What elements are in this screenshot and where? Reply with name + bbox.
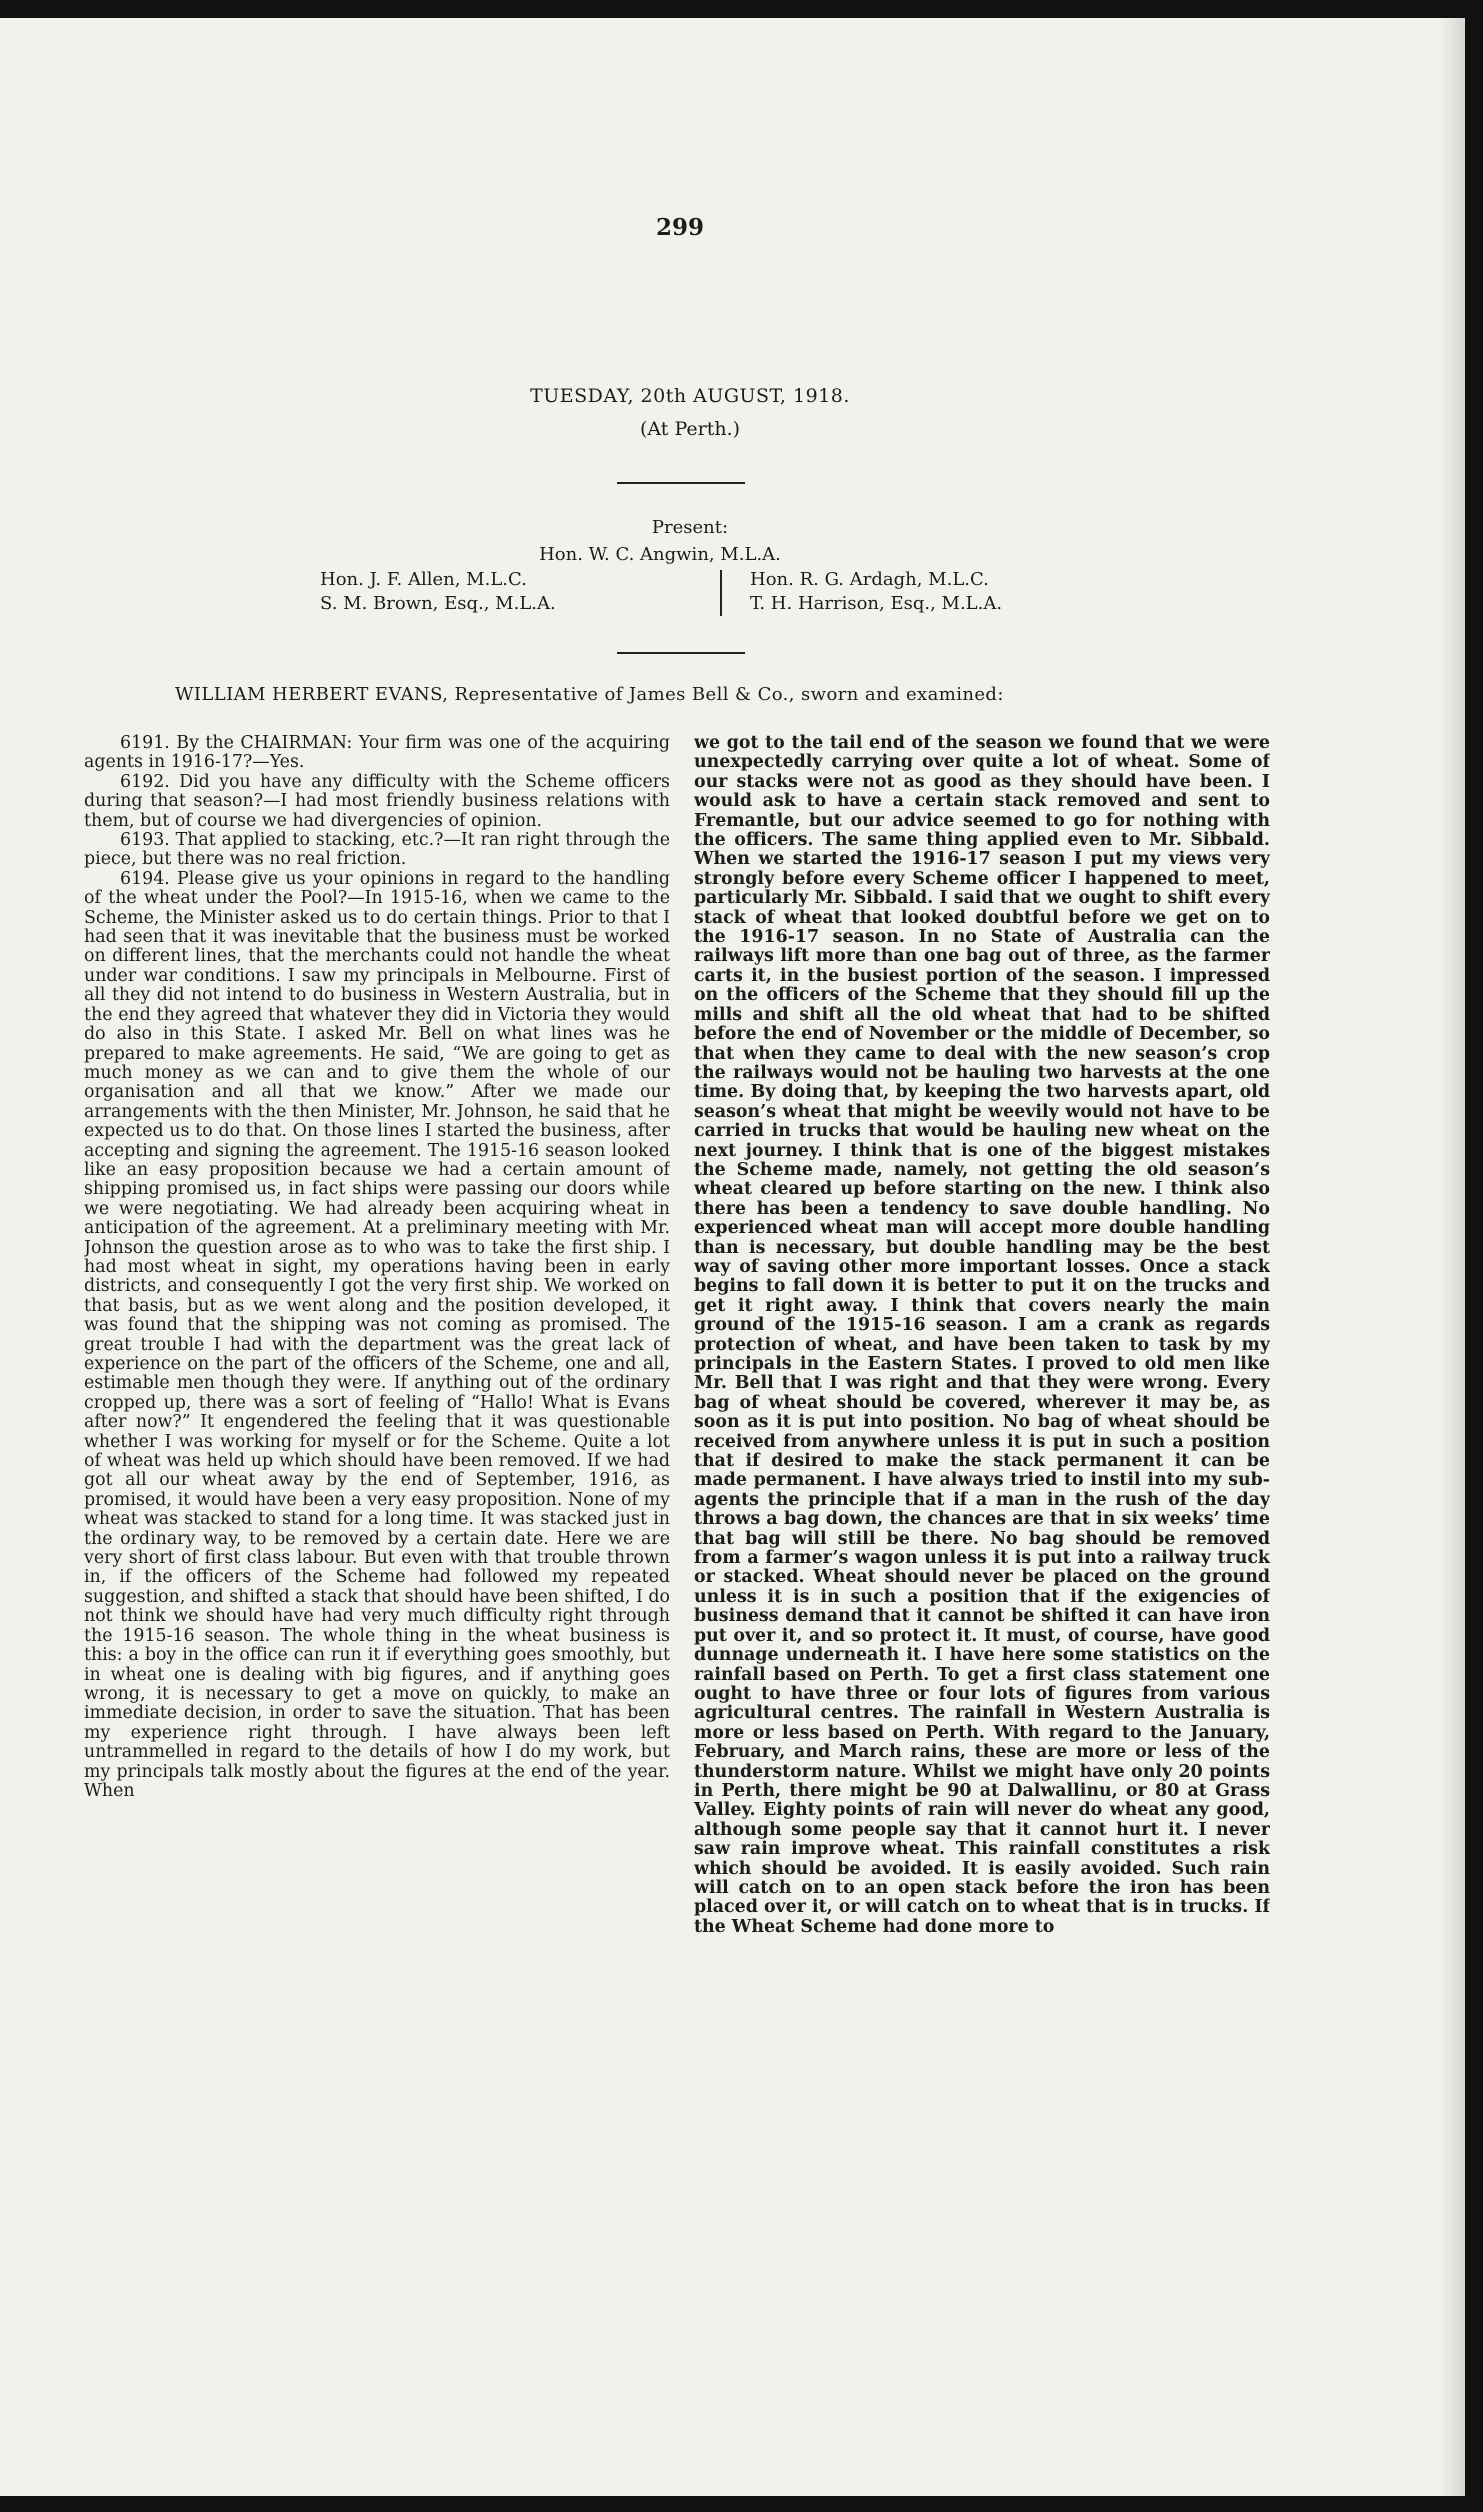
member-left-1: Hon. J. F. Allen, M.L.C. [320,569,527,590]
sitting-location: (At Perth.) [639,418,741,440]
witness-heading: WILLIAM HERBERT EVANS, Representative of James Bell & Co., sworn and examined: [175,684,1004,705]
paragraph: 6193. That applied to stacking, etc.?—It ran right through the piece, but there was no real friction. [84,830,670,870]
paragraph: 6192. Did you have any difficulty with the Scheme officers during that season?—I had most friendly business relations with them, but of course we had divergencies of opinion. [84,771,670,831]
member-left-2: S. M. Brown, Esq., M.L.A. [320,593,556,614]
left-column [84,734,670,2314]
scan-border-top [0,0,1483,18]
sitting-date: TUESDAY, 20th AUGUST, 1918. [530,385,850,407]
page-fold-shadow [1440,18,1465,2496]
present-label: Present: [651,517,729,538]
divider-rule [617,652,745,654]
page-number: 299 [655,214,704,241]
scan-border-bottom [0,2496,1483,2512]
member-right-1: Hon. R. G. Ardagh, M.L.C. [750,569,989,590]
member-separator [720,570,722,616]
chairman-name: Hon. W. C. Angwin, M.L.A. [539,544,781,565]
paragraph: we got to the tail end of the season we found that we were unexpectedly carrying over quite a lot of wheat. Some of our stacks were not as good as they should have been. I would ask to have a certain stack removed and sent to Fremantle, but our advice seemed to go for nothing with the officers. The same thing applied even to Mr. Sibbald. When we started the 1916-17 season I put my views very strongly before every Scheme officer I happened to meet, particularly Mr. Sibbald. I said that we ought to shift every stack of wheat that looked doubtful before we get on to the 1916-17 season. In no State of Australia can the railways lift more than one bag out of three, as the farmer carts it, in the busiest portion of the season. I impressed on the officers of the Scheme that they should fill up the mills and shift all the old wheat that had to be shifted before the end of November or the middle of December, so that when they came to deal with the new season’s crop the railways would not be hauling two harvests at the one time. By doing that, by keeping the two harvests apart, old season’s wheat that might be weevily would not have to be carried in trucks that would be hauling new wheat on the next journey. I think that is one of the biggest mistakes the Scheme made, namely, not getting the old season’s wheat cleared up before starting on the new. I think also there has been a tendency to save double handling. No experienced wheat man will accept more double handling than is necessary, but double handling may be the best way of saving other more important losses. Once a stack begins to fall down it is better to put it on the trucks and get it right away. I think that covers nearly the main ground of the 1915-16 season. I am a crank as regards protection of wheat, and have been taken to task by my principals in the Eastern States. I proved to old men like Mr. Bell that I was right and that they were wrong. Every bag of wheat should be covered, wherever it may be, as soon as it is put into position. No bag of wheat should be received from anywhere unless it is put in such a position that if desired to make the stack permanent it can be made permanent. I have always tried to instil into my sub-agents the principle that if a man in the rush of the day throws a bag down, the chances are that in six weeks’ time that bag will still be there. No bag should be removed from a farmer’s wagon unless it is put into a railway truck or stacked. Wheat should never be placed on the ground unless it is in such a position that if the exigencies of business demand that it cannot be shifted it can have iron put over it, and so protect it. It must, of course, have good dunnage underneath it. I have here some statistics on the rainfall based on Perth. To get a first class statement one ought to have three or four lots of figures from various agricultural centres. The rainfall in Western Australia is more or less based on Perth. With regard to the January, February, and March rains, these are more or less of the thunderstorm nature. Whilst we might have only 20 points in Perth, there might be 90 at Dalwallinu, or 80 at Grass Valley. Eighty points of rain will never do wheat any good, although some people say that it cannot hurt it. I never saw rain improve wheat. This rainfall constitutes a risk which should be avoided. It is easily avoided. Such rain will catch on to an open stack before the iron has been placed over it, or will catch on to wheat that is in trucks. If the Wheat Scheme had done more to [694,734,1270,1937]
divider-rule [617,482,745,484]
paragraph: 6194. Please give us your opinions in regard to the handling of the wheat under the Pool?—In 1915-16, when we came to the Scheme, the Minister asked us to do certain things. Prior to that I had seen that it was inevitable that the business must be worked on different lines, that the merchants could not handle the wheat under war conditions. I saw my principals in Melbourne. First of all they did not intend to do business in Western Australia, but in the end they agreed that whatever they did in Victoria they would do also in this State. I asked Mr. Bell on what lines was he prepared to make agreements. He said, “We are going to get as much money as we can and to give them the whole of our organisation and all that we know.” After we made our arrangements with the then Minister, Mr. Johnson, he said that he expected us to do that. On those lines I started the business, after accepting and signing the agreement. The 1915-16 season looked like an easy proposition because we had a certain amount of shipping promised us, in fact ships were passing our doors while we were negotiating. We had already been acquiring wheat in anticipation of the agreement. At a preliminary meeting with Mr. Johnson the question arose as to who was to take the first ship. I had most wheat in sight, my operations having been in early districts, and consequently I got the very first ship. We worked on that basis, but as we went along and the position developed, it was found that the shipping was not coming as promised. The great trouble I had with the department was the great lack of experience on the part of the officers of the Scheme, one and all, estimable men though they were. If anything out of the ordinary cropped up, there was a sort of feeling of “Hallo! What is Evans after now?” It engendered the feeling that it was questionable whether I was working for myself or for the Scheme. Quite a lot of wheat was held up which should have been removed. If we had got all our wheat away by the end of September, 1916, as promised, it would have been a very easy proposition. None of my wheat was stacked to stand for a long time. It was stacked just in the ordinary way, to be removed by a certain date. Here we are very short of first class labour. But even with that trouble thrown in, if the officers of the Scheme had followed my repeated suggestion, and shifted a stack that should have been shifted, I do not think we should have had very much difficulty right through the 1915-16 season. The whole thing in the wheat business is this: a boy in the office can run it if everything goes smoothly, but in wheat one is dealing with big figures, and if anything goes wrong, it is necessary to get a move on quickly, to make an immediate decision, in order to save the situation. That has been my experience right through. I have always been left untrammelled in regard to the details of how I do my work, but my principals talk mostly about the figures at the end of the year. When [84,868,670,1801]
paragraph: 6191. By the CHAIRMAN: Your firm was one of the acquiring agents in 1916-17?—Yes. [84,734,670,773]
right-column [694,734,1270,2314]
member-right-2: T. H. Harrison, Esq., M.L.A. [750,593,1003,614]
scan-border-right [1465,0,1483,2512]
